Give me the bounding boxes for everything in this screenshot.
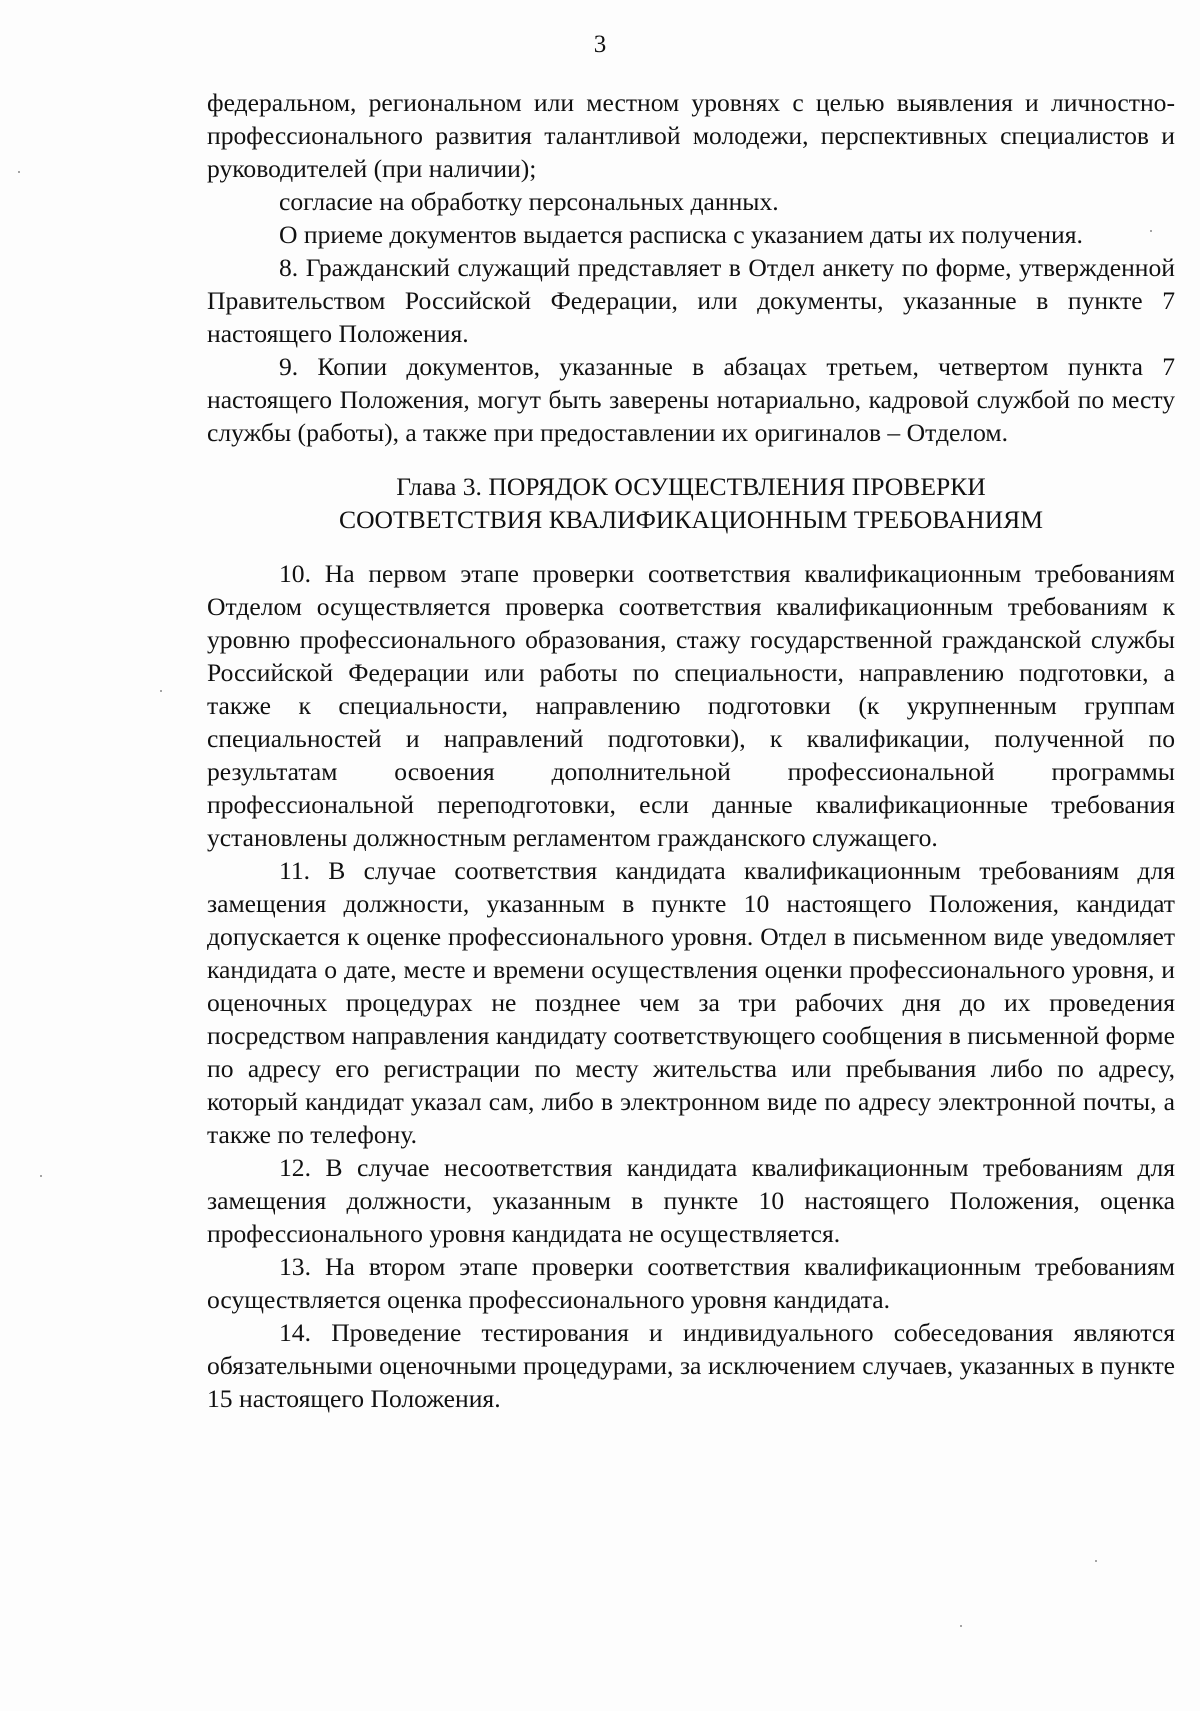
paragraph-consent: согласие на обработку персональных данных. (279, 187, 779, 216)
paragraph-item-11: 11. В случае соответствия кандидата квалификационным требованиям для замещения должности, указанным в пункте 10 настоящего Положения, кандидат допускается к оценке профессионального уровня. Отдел в письменном виде уведомляет кандидата о дате, месте и времени осуществления оценки профессионального уровня, и оценочных процедурах не позднее чем за три рабочих дня до их проведения посредством направления кандидату соответствующего сообщения в письменной форме по адресу его регистрации по месту жительства или пребывания либо по адресу, который кандидат указал сам, либо в электронном виде по адресу электронной почты, а также по телефону. (207, 856, 1175, 1149)
scan-speck (40, 1175, 42, 1177)
paragraph-item-13: 13. На втором этапе проверки соответствия квалификационным требованиям осуществляется оценка профессионального уровня кандидата. (207, 1252, 1175, 1314)
paragraph-item-8: 8. Гражданский служащий представляет в Отдел анкету по форме, утвержденной Правительством Российской Федерации, или документы, указанные в пункте 7 настоящего Положения. (207, 253, 1175, 348)
chapter-heading (207, 470, 1175, 536)
paragraph-receipt: О приеме документов выдается расписка с указанием даты их получения. (279, 220, 1083, 249)
scan-speck (18, 171, 20, 173)
paragraph-continuation: федеральном, региональном или местном уровнях с целью выявления и личностно-профессионального развития талантливой молодежи, перспективных специалистов и руководителей (при наличии); (207, 88, 1175, 183)
chapter-heading-line-2: СООТВЕТСТВИЯ КВАЛИФИКАЦИОННЫМ ТРЕБОВАНИЯМ (339, 505, 1043, 534)
scan-speck (1095, 1560, 1097, 1562)
scan-speck (160, 690, 162, 692)
paragraph-item-12: 12. В случае несоответствия кандидата квалификационным требованиям для замещения должности, указанным в пункте 10 настоящего Положения, оценка профессионального уровня кандидата не осуществляется. (207, 1153, 1175, 1248)
page-number: 3 (593, 31, 607, 58)
scan-speck (1150, 230, 1152, 232)
paragraph-item-10: 10. На первом этапе проверки соответствия квалификационным требованиям Отделом осуществляется проверка соответствия квалификационным требованиям к уровню профессионального образования, стажу государственной гражданской службы Российской Федерации или работы по специальности, направлению подготовки, а также к специальности, направлению подготовки (к укрупненным группам специальностей и направлений подготовки), к квалификации, полученной по результатам освоения дополнительной профессиональной программы профессиональной переподготовки, если данные квалификационные требования установлены должностным регламентом гражданского служащего. (207, 559, 1175, 852)
paragraph-item-14: 14. Проведение тестирования и индивидуального собеседования являются обязательными оценочными процедурами, за исключением случаев, указанных в пункте 15 настоящего Положения. (207, 1318, 1175, 1413)
chapter-heading-line-1: Глава 3. ПОРЯДОК ОСУЩЕСТВЛЕНИЯ ПРОВЕРКИ (396, 472, 986, 501)
document-body (207, 86, 1175, 1415)
paragraph-item-9: 9. Копии документов, указанные в абзацах третьем, четвертом пункта 7 настоящего Положения, могут быть заверены нотариально, кадровой службой по месту службы (работы), а также при предоставлении их оригиналов – Отделом. (207, 352, 1175, 447)
scan-speck (960, 1625, 962, 1627)
